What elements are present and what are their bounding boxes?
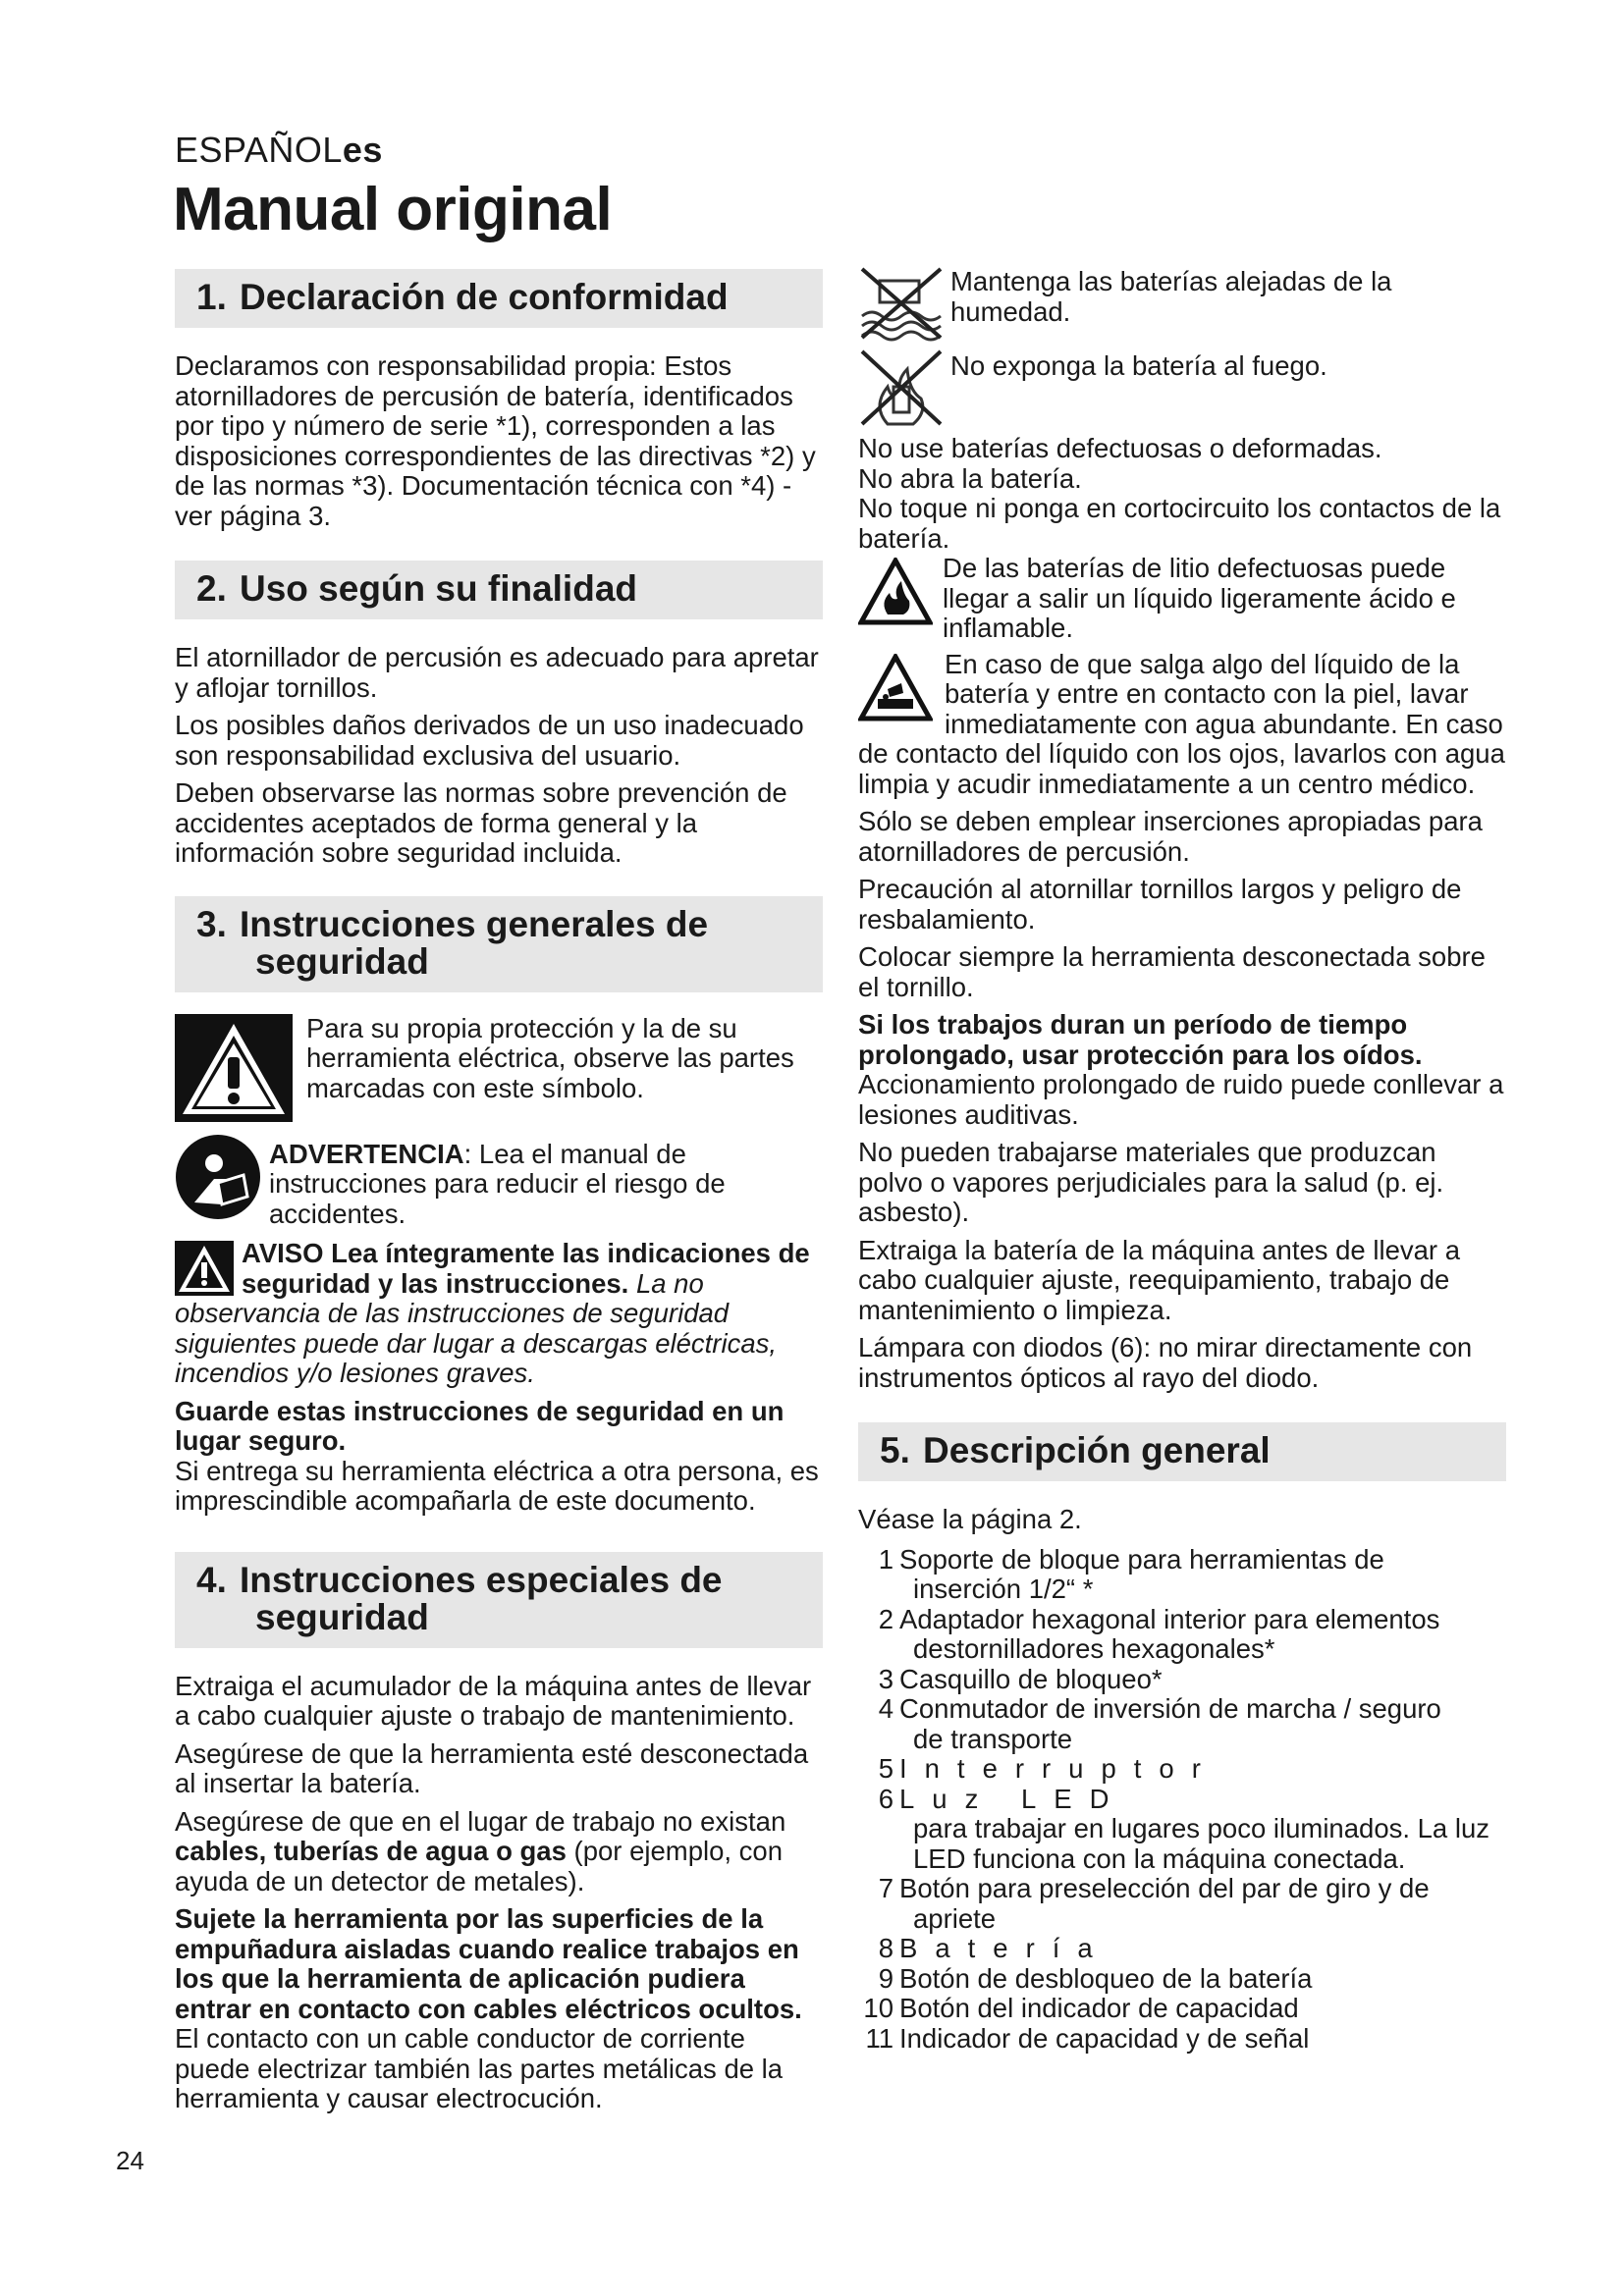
list-item-number: 4 <box>878 1693 893 1724</box>
lithium-note: De las baterías de litio defectuosas puede llegar a salir un líquido ligeramente ácido e inflamable. <box>858 554 1506 644</box>
list-item-number: 10 <box>863 1993 893 2023</box>
s1-paragraph: Declaramos con responsabilidad propia: Estos atornilladores de percusión de batería, identificados por tipo y número de serie *1), corresponden a las disposiciones correspondientes de las directivas *2) y de las normas *3). Documentación técnica con *4) - ver página 3. <box>175 350 816 531</box>
list-item-label: Interruptor <box>899 1753 1218 1784</box>
list-item-label: Indicador de capacidad y de señal <box>899 2022 1310 2054</box>
list-item-label: Luz LED <box>899 1783 1127 1814</box>
list-item <box>858 1545 1506 1605</box>
page-number: 24 <box>116 2146 144 2175</box>
language-label: ESPAÑOLes <box>175 130 383 170</box>
list-item-label: Botón para preselección del par de giro y de <box>899 1873 1430 1903</box>
list-item <box>858 2024 1506 2055</box>
r5-text: No toque ni ponga en cortocircuito los contactos de la batería. <box>858 493 1501 554</box>
list-item <box>858 1934 1506 1964</box>
s2-paragraph-2: Los posibles daños derivados de un uso inadecuado son responsabilidad exclusiva del usuario. <box>175 710 804 771</box>
list-item-label: Conmutador de inversión de marcha / seguro <box>899 1693 1441 1724</box>
list-item-number: 6 <box>878 1783 893 1814</box>
list-item-label: Adaptador hexagonal interior para elementos <box>899 1603 1440 1634</box>
warning-text: : Lea el manual de instrucciones para reducir el riesgo de accidentes. <box>269 1138 726 1229</box>
section-5-heading: 5. Descripción general <box>858 1422 1506 1481</box>
flammable-warning-icon <box>858 558 937 636</box>
list-item-number: 7 <box>878 1873 893 1903</box>
list-item <box>858 1964 1506 1995</box>
aviso-note <box>175 1239 823 1389</box>
list-item-label: Batería <box>899 1933 1110 1963</box>
fire-note: No exponga la batería al fuego. <box>858 347 1506 430</box>
list-item-number: 9 <box>878 1962 893 1994</box>
r10-text: Colocar siempre la herramienta desconectada sobre el tornillo. <box>858 941 1486 1002</box>
list-item-label: Botón de desbloqueo de la batería <box>899 1962 1313 1994</box>
list-item-number: 3 <box>878 1663 893 1694</box>
r11-text: Si los trabajos duran un período de tiempo prolongado, usar protección para los oídos. Accionamiento prolongado de ruido puede conllevar a lesiones auditivas. <box>858 1009 1504 1130</box>
s2-paragraph-3: Deben observarse las normas sobre prevención de accidentes aceptados de forma general y la información sobre seguridad incluida. <box>175 777 787 868</box>
r8-text: Sólo se deben emplear inserciones apropiadas para atornilladores de percusión. <box>858 806 1483 867</box>
component-list <box>858 1545 1506 2055</box>
page-title: Manual original <box>173 176 613 243</box>
no-fire-icon <box>858 347 947 430</box>
s2-paragraph-1: El atornillador de percusión es adecuado para apretar y aflojar tornillos. <box>175 642 819 703</box>
warning-triangle-icon <box>175 1014 297 1124</box>
aviso-bold-text: AVISO Lea íntegramente las indicaciones de seguridad y las instrucciones. <box>242 1238 810 1299</box>
list-item-continuation: para trabajar en lugares poco iluminados. La luz LED funciona con la máquina conectada. <box>913 1813 1490 1874</box>
list-item <box>858 1874 1506 1934</box>
keep-instructions: Guarde estas instrucciones de seguridad en un lugar seguro. Si entrega su herramienta eléctrica a otra persona, es imprescindible acompañarla de este documento. <box>175 1395 819 1516</box>
list-item <box>858 1994 1506 2024</box>
symbol-note <box>175 1014 823 1124</box>
list-item-label: Casquillo de bloqueo* <box>899 1663 1163 1694</box>
s4-paragraph-2: Asegúrese de que la herramienta esté desconectada al insertar la batería. <box>175 1737 809 1798</box>
read-manual-icon <box>175 1134 263 1222</box>
list-item-label: Soporte de bloque para herramientas de <box>899 1543 1384 1575</box>
list-item-number: 1 <box>878 1543 893 1575</box>
list-item-number: 2 <box>878 1603 893 1634</box>
r3-text: No use baterías defectuosas o deformadas. <box>858 433 1382 463</box>
list-item <box>858 1694 1506 1754</box>
s4-paragraph-1: Extraiga el acumulador de la máquina antes de llevar a cabo cualquier ajuste o trabajo de mantenimiento. <box>175 1670 812 1731</box>
left-column <box>175 269 823 2122</box>
symbol-note-text: Para su propia protección y la de su herramienta eléctrica, observe las partes marcadas con este símbolo. <box>306 1012 794 1103</box>
list-item-number: 5 <box>878 1753 893 1784</box>
no-moisture-icon <box>858 265 947 344</box>
s5-intro: Véase la página 2. <box>858 1504 1082 1534</box>
section-3-heading: 3. Instrucciones generales de seguridad <box>175 896 823 992</box>
leak-note: En caso de que salga algo del líquido de la batería y entre en contacto con la piel, lavar inmediatamente con agua abundante. En caso de contacto del líquido con los ojos, lavarlos con agua limpia y acudir inmediatamente a un centro médico. <box>858 648 1505 799</box>
small-warning-icon <box>175 1241 236 1298</box>
list-item-continuation: apriete <box>913 1902 997 1934</box>
corrosive-warning-icon <box>858 654 939 732</box>
list-item <box>858 1605 1506 1665</box>
right-column <box>858 265 1506 2054</box>
section-2-heading: 2. Uso según su finalidad <box>175 561 823 619</box>
warning-label: ADVERTENCIA <box>269 1138 464 1169</box>
list-item-continuation: inserción 1/2“ * <box>913 1574 1094 1604</box>
r13-text: Extraiga la batería de la máquina antes de llevar a cabo cualquier ajuste, reequipamiento, trabajo de mantenimiento o limpieza. <box>858 1234 1461 1325</box>
r9-text: Precaución al atornillar tornillos largos y peligro de resbalamiento. <box>858 874 1462 934</box>
r14-text: Lámpara con diodos (6): no mirar directamente con instrumentos ópticos al rayo del diodo. <box>858 1332 1473 1393</box>
r4-text: No abra la batería. <box>858 462 1082 494</box>
list-item-number: 8 <box>878 1933 893 1963</box>
list-item-label: Botón del indicador de capacidad <box>899 1993 1299 2023</box>
list-item-continuation: de transporte <box>913 1723 1073 1754</box>
section-1-heading: 1. Declaración de conformidad <box>175 269 823 328</box>
list-item-number: 11 <box>865 2022 893 2054</box>
s4-paragraph-4: Sujete la herramienta por las superficies de la empuñadura aisladas cuando realice trabajos en los que la herramienta de aplicación pudiera entrar en contacto con cables eléctricos ocultos. El contacto con un cable conductor de corriente puede electrizar también las partes metálicas de la herramienta y causar electrocución. <box>175 1903 802 2113</box>
list-item-continuation: destornilladores hexagonales* <box>913 1633 1275 1664</box>
moisture-note: Mantenga las baterías alejadas de la humedad. <box>858 265 1506 344</box>
list-item <box>858 1754 1506 1785</box>
s4-paragraph-3: Asegúrese de que en el lugar de trabajo no existan cables, tuberías de agua o gas (por ejemplo, con ayuda de un detector de metales). <box>175 1805 786 1896</box>
warning-note <box>175 1134 823 1230</box>
r12-text: No pueden trabajarse materiales que produzcan polvo o vapores perjudiciales para la salud (p. ej. asbesto). <box>858 1137 1444 1227</box>
aviso-italic-text: La no observancia de las instrucciones de seguridad siguientes puede dar lugar a descargas eléctricas, incendios y/o lesiones graves. <box>175 1267 778 1388</box>
list-item <box>858 1785 1506 1875</box>
list-item <box>858 1665 1506 1695</box>
section-4-heading: 4. Instrucciones especiales de seguridad <box>175 1552 823 1648</box>
